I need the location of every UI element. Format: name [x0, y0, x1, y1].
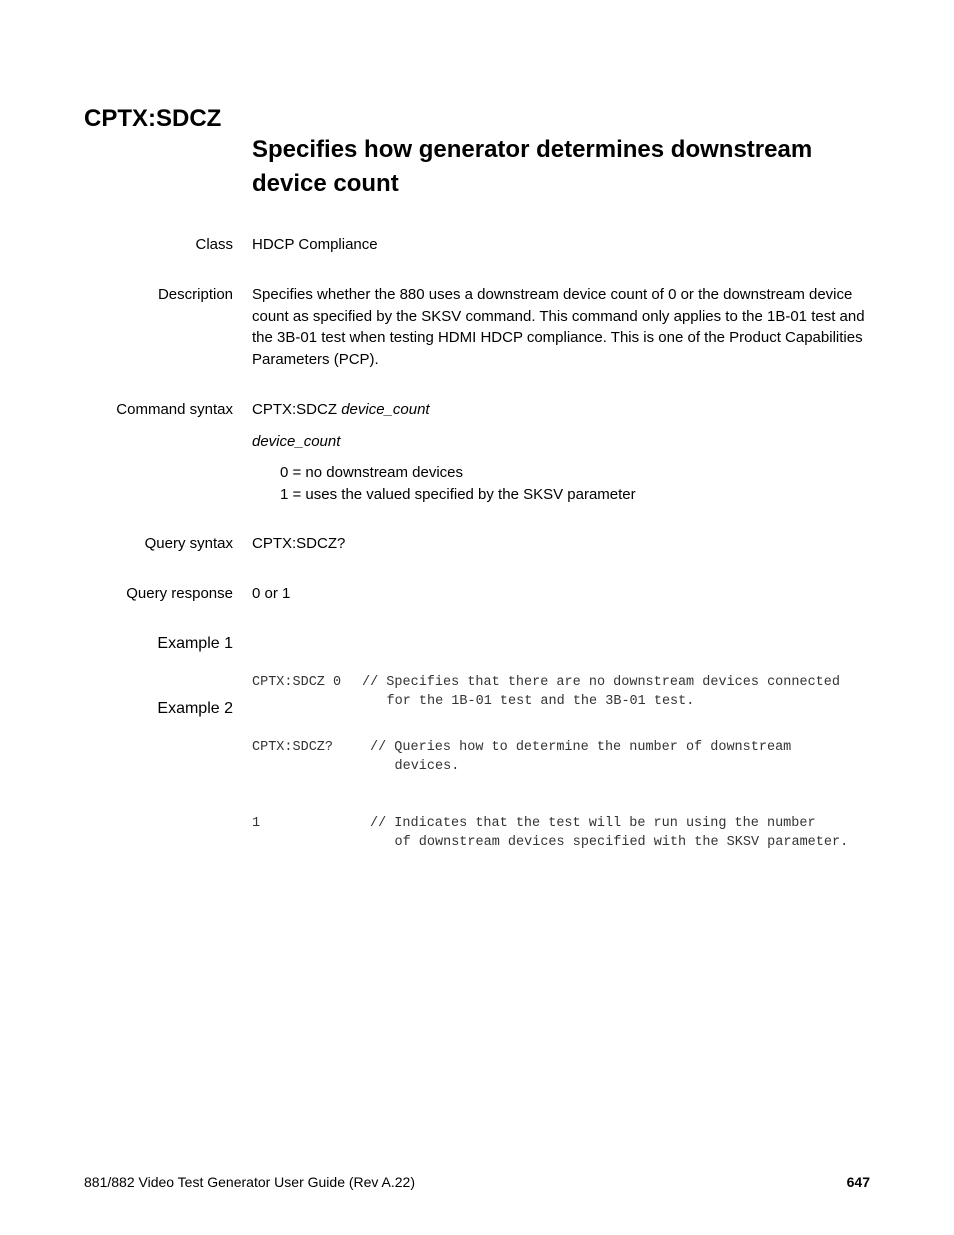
description-text: Specifies whether the 880 uses a downstream device count of 0 or the downstream device count as specified by the SKSV command. This command only applies to the 1B-01 test and the 3B-01 test when testing HDMI HDCP compliance. This is one of the Product Capabilities Parameters (PCP).	[252, 286, 865, 368]
example2-line1-comment2: devices.	[394, 759, 460, 774]
page-number: 647	[846, 1174, 870, 1190]
command-heading: Specifies how generator determines downstream device count	[252, 136, 813, 197]
footer-title: 881/882 Video Test Generator User Guide (Rev A.22)	[84, 1174, 416, 1190]
command-syntax-line	[252, 399, 872, 421]
class-value: HDCP Compliance	[252, 236, 378, 253]
example2-line1	[252, 738, 872, 776]
class-label: Class	[195, 236, 233, 253]
command-name: CPTX:SDCZ	[84, 105, 222, 132]
query-syntax-label: Query syntax	[144, 535, 233, 552]
command-syntax-label: Command syntax	[116, 401, 233, 418]
example2-line1-command: CPTX:SDCZ?	[252, 740, 334, 755]
param-heading: device_count	[252, 432, 341, 450]
description-label: Description	[157, 286, 233, 303]
example1-label: Example 1	[157, 635, 233, 652]
example2-line1-comment	[370, 738, 791, 776]
param-value-0: 0 = no downstream devices	[280, 464, 464, 481]
example1-comment-line2: for the 1B-01 test and the 3B-01 test.	[386, 694, 695, 709]
query-response-value: 0 or 1	[252, 585, 291, 602]
example1-command: CPTX:SDCZ 0	[252, 675, 342, 690]
command-syntax-block	[252, 399, 872, 505]
example2-line2	[252, 814, 872, 852]
param-value-1: 1 = uses the valued specified by the SKSV parameter	[280, 485, 636, 503]
query-syntax-value: CPTX:SDCZ?	[252, 535, 346, 552]
example2-line2-comment1: // Indicates that the test will be run using the number	[370, 816, 816, 831]
command-syntax-command: CPTX:SDCZ	[252, 401, 338, 418]
example2-line1-comment1: // Queries how to determine the number of downstream	[370, 740, 792, 755]
query-response-label: Query response	[126, 585, 233, 602]
example1-comment-line1: // Specifies that there are no downstream devices connected	[362, 675, 840, 690]
command-syntax-param: device_count	[341, 401, 430, 418]
example2-code	[252, 700, 872, 871]
example2-line2-comment2: of downstream devices specified with the SKSV parameter.	[394, 835, 849, 850]
example2-line2-command: 1	[252, 816, 261, 831]
example2-label: Example 2	[157, 700, 233, 717]
example2-line2-comment	[370, 814, 848, 852]
